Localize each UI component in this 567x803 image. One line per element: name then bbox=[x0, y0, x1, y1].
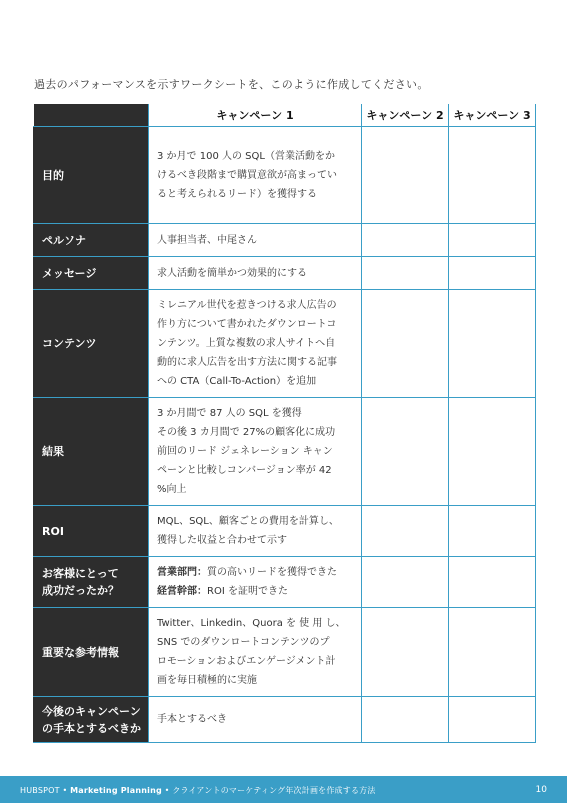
cell-model bbox=[149, 697, 362, 743]
text-line: %向上 bbox=[157, 484, 187, 495]
cell-empty bbox=[449, 127, 536, 224]
success-text: 質の高いリードを獲得できた bbox=[207, 567, 337, 578]
cell-empty bbox=[449, 257, 536, 290]
success-prefix: 営業部門： bbox=[157, 567, 207, 578]
text-line: 前回のリード ジェネレーション キャン bbox=[157, 446, 333, 457]
success-text: ROI を証明できた bbox=[207, 586, 288, 597]
cell-roi bbox=[149, 506, 362, 557]
cell-empty bbox=[362, 506, 449, 557]
row-success bbox=[34, 557, 536, 608]
cell-success bbox=[149, 557, 362, 608]
row-label-roi: ROI bbox=[34, 506, 149, 557]
row-purpose bbox=[34, 127, 536, 224]
header-campaign-3: キャンペーン 3 bbox=[449, 104, 536, 127]
text-line: 3 か月間で 87 人の SQL を獲得 bbox=[157, 408, 302, 419]
row-label-results: 結果 bbox=[34, 398, 149, 506]
label-line: の手本とするべきか bbox=[42, 721, 141, 735]
cell-empty bbox=[362, 398, 449, 506]
row-label-message: メッセージ bbox=[34, 257, 149, 290]
cell-empty bbox=[449, 557, 536, 608]
row-persona bbox=[34, 224, 536, 257]
row-results bbox=[34, 398, 536, 506]
footer-section: Marketing Planning bbox=[70, 786, 162, 795]
text-line: 画を毎日積極的に実施 bbox=[157, 675, 257, 686]
row-label-persona: ペルソナ bbox=[34, 224, 149, 257]
footer-breadcrumb bbox=[20, 785, 376, 796]
text-line: ロモーションおよびエンゲージメント計 bbox=[157, 656, 336, 667]
text-line: への CTA（Call-To-Action）を追加 bbox=[157, 376, 317, 387]
label-line: 成功だったか？ bbox=[42, 584, 119, 597]
label-line: 今後のキャンペーン bbox=[42, 704, 141, 718]
cell-empty bbox=[362, 224, 449, 257]
cell-purpose bbox=[149, 127, 362, 224]
text-line: ると考えられるリード）を獲得する bbox=[157, 188, 317, 200]
text-line: ンテンツ。上質な複数の求人サイトへ自 bbox=[157, 338, 336, 349]
cell-message bbox=[149, 257, 362, 290]
text-line: 3 か月で 100 人の SQL（営業活動をか bbox=[157, 150, 335, 162]
cell-persona bbox=[149, 224, 362, 257]
footer-brand: HUBSPOT bbox=[20, 786, 60, 795]
page-number: 10 bbox=[535, 785, 547, 795]
cell-content bbox=[149, 290, 362, 398]
row-label-references: 重要な参考情報 bbox=[34, 608, 149, 697]
cell-empty bbox=[449, 224, 536, 257]
text-line: Twitter、Linkedin、Quora を 使 用 し、 bbox=[157, 618, 346, 629]
text-line: 求人活動を簡単かつ効果的にする bbox=[157, 267, 307, 279]
header-campaign-2: キャンペーン 2 bbox=[362, 104, 449, 127]
cell-empty bbox=[362, 608, 449, 697]
cell-empty bbox=[449, 608, 536, 697]
label-line: お客様にとって bbox=[42, 567, 119, 580]
row-label-success bbox=[34, 557, 149, 608]
text-line: 手本とするべき bbox=[157, 714, 227, 725]
cell-empty bbox=[449, 398, 536, 506]
cell-references bbox=[149, 608, 362, 697]
text-line: 人事担当者、中尾さん bbox=[157, 234, 257, 246]
text-line: 動的に求人広告を出す方法に関する記事 bbox=[157, 357, 337, 368]
header-campaign-1: キャンペーン 1 bbox=[149, 104, 362, 127]
row-label-model bbox=[34, 697, 149, 743]
text-line: ミレニアル世代を惹きつける求人広告の bbox=[157, 300, 337, 311]
row-content bbox=[34, 290, 536, 398]
row-label-purpose: 目的 bbox=[34, 127, 149, 224]
intro-text: 過去のパフォーマンスを示すワークシートを、このように作成してください。 bbox=[34, 78, 429, 91]
text-line: その後 3 カ月間で 27%の顧客化に成功 bbox=[157, 427, 336, 438]
text-line: 作り方について書かれたダウンロートコ bbox=[157, 319, 337, 330]
cell-empty bbox=[449, 697, 536, 743]
cell-empty bbox=[362, 557, 449, 608]
cell-empty bbox=[362, 290, 449, 398]
text-line: 獲得した収益と合わせて示す bbox=[157, 535, 287, 546]
footer-doc-title: クライアントのマーケティング年次計画を作成する方法 bbox=[172, 786, 376, 795]
row-message bbox=[34, 257, 536, 290]
row-roi bbox=[34, 506, 536, 557]
cell-empty bbox=[362, 127, 449, 224]
text-line: けるべき段階まで購買意欲が高まってい bbox=[157, 169, 337, 181]
footer-separator: • bbox=[59, 786, 71, 795]
row-model bbox=[34, 697, 536, 743]
performance-worksheet bbox=[33, 104, 536, 743]
success-prefix: 経営幹部： bbox=[157, 586, 207, 597]
page-footer bbox=[0, 776, 567, 803]
cell-empty bbox=[449, 506, 536, 557]
success-item bbox=[157, 582, 355, 601]
cell-results bbox=[149, 398, 362, 506]
cell-empty bbox=[362, 697, 449, 743]
text-line: SNS でのダウンロートコンテンツのプ bbox=[157, 637, 330, 648]
row-references bbox=[34, 608, 536, 697]
row-label-content: コンテンツ bbox=[34, 290, 149, 398]
success-item bbox=[157, 563, 355, 582]
header-corner bbox=[34, 104, 149, 127]
cell-empty bbox=[362, 257, 449, 290]
text-line: ペーンと比較しコンバージョン率が 42 bbox=[157, 465, 332, 476]
text-line: MQL、SQL、顧客ごとの費用を計算し、 bbox=[157, 516, 339, 527]
footer-separator: • bbox=[161, 786, 173, 795]
cell-empty bbox=[449, 290, 536, 398]
